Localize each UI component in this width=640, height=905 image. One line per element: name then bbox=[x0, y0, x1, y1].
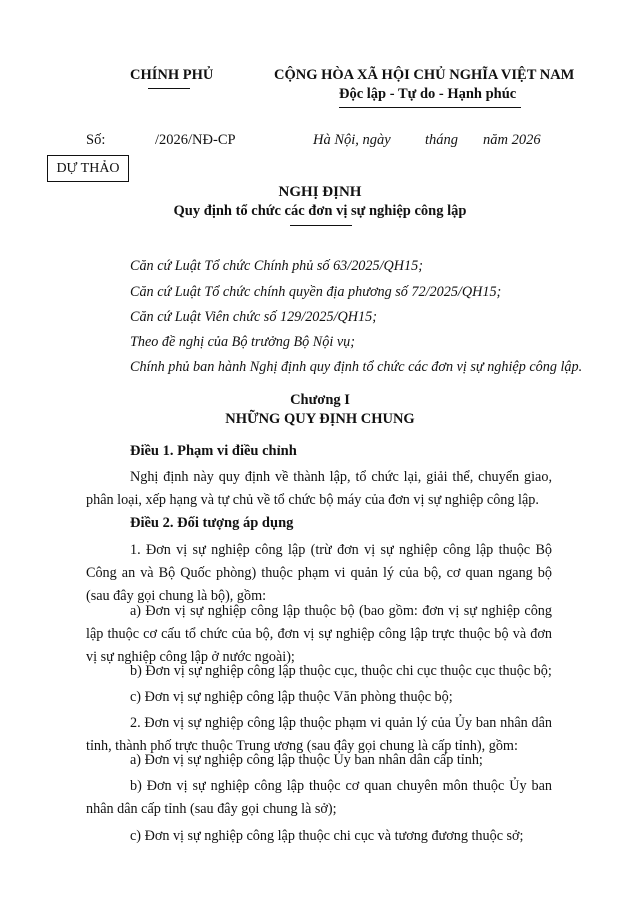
chapter-title: NHỮNG QUY ĐỊNH CHUNG bbox=[225, 411, 415, 427]
motto-underline bbox=[339, 107, 521, 108]
place-date: Hà Nội, ngày bbox=[313, 132, 391, 148]
article-2-heading: Điều 2. Đối tượng áp dụng bbox=[130, 515, 294, 531]
number-label: Số: bbox=[86, 132, 106, 148]
issuing-agency: CHÍNH PHỦ bbox=[130, 67, 214, 83]
chapter-number: Chương I bbox=[290, 392, 350, 408]
article-2-clause-1: 1. Đơn vị sự nghiệp công lập (trừ đơn vị sự nghiệp công lập thuộc Bộ Công an và Bộ Quốc phòng) thuộc phạm vi quản lý của bộ, cơ quan ngang bộ (sau đây gọi chung là bộ), gồm: bbox=[86, 542, 552, 604]
agency-underline bbox=[148, 88, 190, 89]
article-2-clause-2a: a) Đơn vị sự nghiệp công lập thuộc Ủy ban nhân dân cấp tỉnh; bbox=[130, 752, 483, 768]
document-number: /2026/NĐ-CP bbox=[155, 132, 236, 148]
legal-basis-3: Căn cứ Luật Viên chức số 129/2025/QH15; bbox=[130, 309, 377, 325]
legal-basis-2: Căn cứ Luật Tổ chức chính quyền địa phương số 72/2025/QH15; bbox=[130, 284, 502, 300]
date-month: tháng bbox=[425, 132, 459, 148]
date-year: năm 2026 bbox=[483, 132, 541, 148]
article-2-clause-1c: c) Đơn vị sự nghiệp công lập thuộc Văn phòng thuộc bộ; bbox=[130, 689, 453, 705]
article-2-clause-2c: c) Đơn vị sự nghiệp công lập thuộc chi cục và tương đương thuộc sở; bbox=[130, 828, 524, 844]
article-2-clause-1b: b) Đơn vị sự nghiệp công lập thuộc cục, thuộc chi cục thuộc cục thuộc bộ; bbox=[130, 663, 552, 679]
enactment-clause: Chính phủ ban hành Nghị định quy định tổ chức các đơn vị sự nghiệp công lập. bbox=[130, 359, 583, 375]
title-underline bbox=[290, 225, 352, 226]
article-2-clause-1a: a) Đơn vị sự nghiệp công lập thuộc bộ (bao gồm: đơn vị sự nghiệp công lập thuộc cơ cấu tổ chức của bộ, đơn vị sự nghiệp công lập trực thuộc bộ và đơn vị sự nghiệp công lập ở nước ngoài); bbox=[86, 603, 552, 665]
article-2-clause-2: 2. Đơn vị sự nghiệp công lập thuộc phạm vi quản lý của Ủy ban nhân dân tỉnh, thành phố trực thuộc Trung ương (sau đây gọi chung là cấp tỉnh), gồm: bbox=[86, 715, 552, 754]
national-motto: Độc lập - Tự do - Hạnh phúc bbox=[339, 86, 517, 102]
document-subject: Quy định tổ chức các đơn vị sự nghiệp công lập bbox=[173, 203, 467, 219]
legal-basis-4: Theo đề nghị của Bộ trưởng Bộ Nội vụ; bbox=[130, 334, 355, 350]
document-type: NGHỊ ĐỊNH bbox=[278, 184, 362, 200]
legal-basis-1: Căn cứ Luật Tổ chức Chính phủ số 63/2025/QH15; bbox=[130, 258, 423, 274]
republic-name: CỘNG HÒA XÃ HỘI CHỦ NGHĨA VIỆT NAM bbox=[274, 67, 575, 83]
draft-stamp: DỰ THẢO bbox=[47, 155, 129, 182]
article-1-heading: Điều 1. Phạm vi điều chỉnh bbox=[130, 443, 297, 459]
article-2-clause-2b: b) Đơn vị sự nghiệp công lập thuộc cơ quan chuyên môn thuộc Ủy ban nhân dân cấp tỉnh (sau đây gọi chung là sở); bbox=[86, 778, 552, 817]
article-1-text: Nghị định này quy định về thành lập, tổ chức lại, giải thể, chuyển giao, phân loại, xếp hạng và tự chủ về tổ chức bộ máy của đơn vị sự nghiệp công lập. bbox=[86, 469, 552, 508]
